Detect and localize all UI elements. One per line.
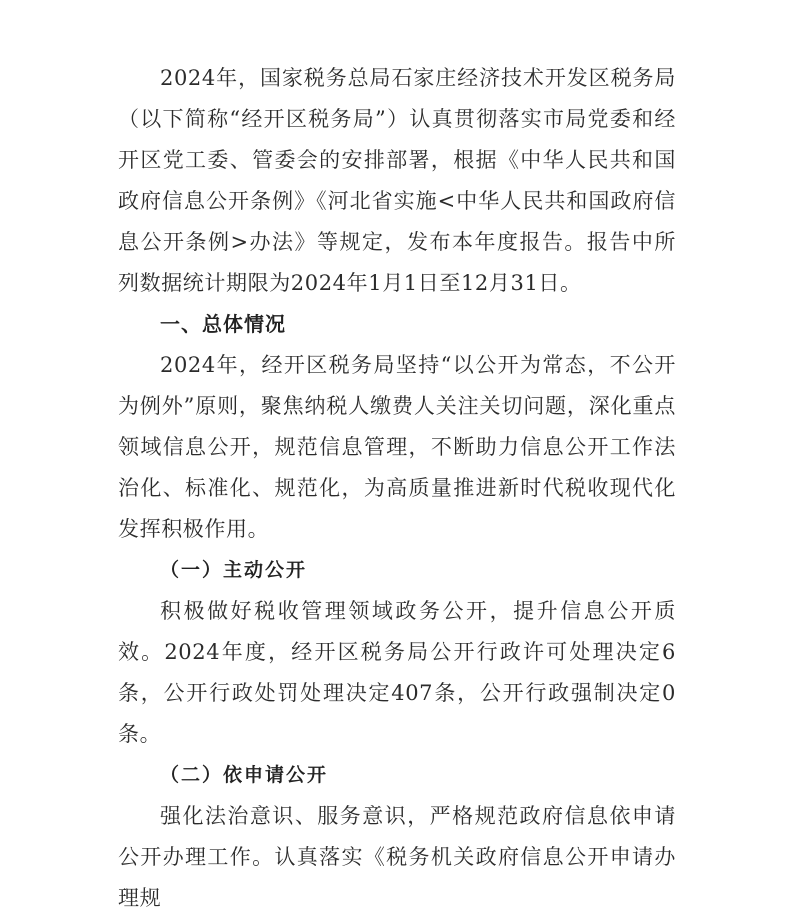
overall-paragraph: 2024年，经开区税务局坚持“以公开为常态，不公开为例外”原则，聚焦纳税人缴费人关注关切问题，深化重点领域信息公开，规范信息管理，不断助力信息公开工作法治化、标准化、规范化，为高质量推进新时代税收现代化发挥积极作用。: [118, 353, 676, 541]
subsection-heading-on-request: （二）依申请公开: [160, 764, 329, 786]
proactive-paragraph: 积极做好税收管理领域政务公开，提升信息公开质效。2024年度，经开区税务局公开行政许可处理决定6条，公开行政处罚处理决定407条，公开行政强制决定0条。: [118, 599, 676, 746]
document-body: [118, 58, 676, 919]
subsection-heading-proactive: （一）主动公开: [160, 559, 308, 581]
section-heading-overall: 一、总体情况: [160, 312, 286, 336]
intro-paragraph: 2024年，国家税务总局石家庄经济技术开发区税务局（以下简称“经开区税务局”）认真贯彻落实市局党委和经开区党工委、管委会的安排部署，根据《中华人民共和国政府信息公开条例》《河北省实施<中华人民共和国政府信息公开条例>办法》等规定，发布本年度报告。报告中所列数据统计期限为2024年1月1日至12月31日。: [118, 66, 676, 295]
on-request-paragraph: 强化法治意识、服务意识，严格规范政府信息依申请公开办理工作。认真落实《税务机关政府信息公开申请办理规: [118, 804, 676, 910]
